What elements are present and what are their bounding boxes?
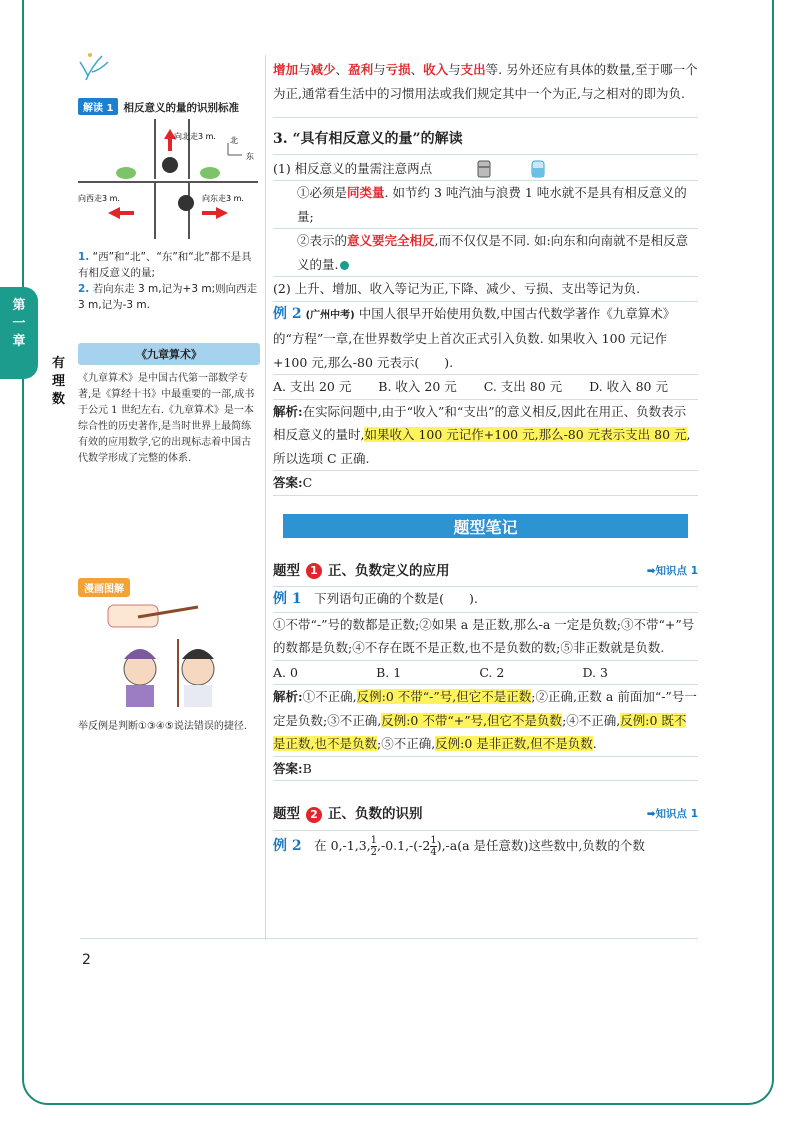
list-item: 2. 若向东走 3 m,记为+3 m;则向西走 3 m,记为-3 m. (78, 283, 258, 311)
example-2-analysis: 解析:在实际问题中,由于“收入”和“支出”的意义相反,因此在用正、负数表示相反意义的量时,如果收入 100 元记作+100 元,那么-80 元表示支出 80 元,所以选项 C 正确. (273, 403, 691, 466)
knowledge-point-link[interactable]: ➡知识点 1 (646, 808, 698, 820)
book-note (78, 343, 260, 467)
point-opposite-meaning: ②表示的意义要完全相反,而不仅仅是不同. 如:向东和向南就不是相反意义的量. (297, 233, 689, 272)
example-1-body: ①不带“-”号的数都是正数;②如果 a 是正数,那么-a 一定是负数;③不带“+”号的数都是负数;④不存在既不是正数,也不是负数的数;⑤非正数就是负数. (273, 616, 695, 655)
chapter-tab[interactable] (0, 287, 38, 379)
direction-illustration (78, 119, 258, 239)
section-banner (273, 512, 698, 540)
option[interactable]: A. 支出 20 元 (273, 379, 352, 394)
example-2b: 例 2 在 0,-1,3, $\frac{1}{2}$ ,-0.1,-(-2 $\frac{1}{4}$ ),-a(a 是任意数)这些数中,负数的个数 (273, 834, 645, 858)
option[interactable]: A. 0 (273, 664, 298, 680)
option[interactable]: C. 2 (479, 664, 505, 680)
banner-title: 题型笔记 (453, 517, 518, 537)
leaf-decoration-icon (78, 52, 118, 82)
manga-illustration (78, 599, 258, 709)
section-3-point-2: (2) 上升、增加、收入等记为正,下降、减少、亏损、支出等记为负. (273, 281, 641, 296)
chapter-label: 第一章 (12, 298, 26, 349)
option[interactable]: B. 收入 20 元 (378, 379, 457, 394)
example-1-options (273, 661, 698, 685)
list-item: 1. “西”和“北”、“东”和“北”都不是具有相反意义的量; (78, 251, 252, 279)
example-1: 例 1 下列语句正确的个数是( ). (273, 591, 478, 607)
water-bucket-icon (530, 160, 546, 178)
example-2: 例 2 (广州中考) 中国人很早开始使用负数,中国古代数学著作《九章算术》的“方程”一章,在世界数学史上首次正式引入负数. 如果收入 100 元记作+100 元,那么-80 元表示( ). (273, 305, 676, 370)
footer-line (80, 938, 698, 939)
sidebar (78, 52, 260, 732)
option[interactable]: D. 收入 80 元 (589, 379, 668, 394)
interpretation-tag: 解读 1 (78, 98, 118, 115)
interpretation-title: 相反意义的量的识别标准 (123, 102, 240, 114)
example-2-options (273, 375, 698, 399)
section-3-title: 3. “具有相反意义的量”的解读 (273, 131, 463, 147)
question-type-1: 题型 1 正、负数定义的应用 ➡知识点 1 (273, 560, 698, 584)
example-1-analysis: 解析:①不正确,反例:0 不带“-”号,但它不是正数;②正确,正数 a 前面加“-”号一定是负数;③不正确,反例:0 不带“+”号,但它不是负数;④不正确,反例:0 既不是正数,也不是负数;⑤不正确,反例:0 是非正数,但不是负数. (273, 689, 697, 751)
interpretation-list (78, 249, 260, 313)
example-1-answer: 答案:B (273, 760, 312, 776)
chapter-title: 有理数 (52, 356, 66, 407)
west-label: 向西走3 m. (78, 194, 120, 203)
compass-north: 北 (230, 136, 238, 145)
option[interactable]: B. 1 (376, 664, 402, 680)
page-number: 2 (82, 952, 91, 968)
oil-barrel-icon (476, 160, 492, 178)
north-label: 向北走3 m. (174, 132, 216, 141)
book-text: 《九章算术》是中国古代第一部数学专著,是《算经十书》中最重要的一部,成书于公元 1 世纪左右.《九章算术》是一本综合性的历史著作,是当时世界上最简练有效的应用数学,它的出现标志着中国古代数学形成了完整的体系. (78, 373, 255, 464)
intro-paragraph: 增加与减少、盈利与亏损、收入与支出等. 另外还应有具体的数量,至于哪一个为正,通常看生活中的习惯用法或我们规定其中一个为正,与之相对的即为负. (273, 62, 698, 101)
manga-tag: 漫画图解 (78, 578, 130, 597)
question-type-2: 题型 2 正、负数的识别 ➡知识点 1 (273, 803, 698, 827)
manga-caption: 举反例是判断①③④⑤说法错误的捷径. (78, 721, 248, 732)
section-3-point-1: (1) 相反意义的量需注意两点 (273, 157, 698, 181)
book-title: 《九章算术》 (78, 343, 260, 365)
east-label: 向东走3 m. (202, 194, 244, 203)
compass-east: 东 (246, 152, 254, 161)
info-icon[interactable] (340, 261, 349, 270)
main-content (273, 58, 698, 861)
column-divider (265, 55, 266, 940)
point-same-kind: ①必须是同类量. 如节约 3 吨汽油与浪费 1 吨水就不是具有相反意义的量; (297, 185, 687, 224)
example-2-answer: 答案:C (273, 475, 313, 490)
knowledge-point-link[interactable]: ➡知识点 1 (646, 564, 698, 577)
option[interactable]: D. 3 (582, 664, 608, 680)
option[interactable]: C. 支出 80 元 (483, 379, 563, 394)
